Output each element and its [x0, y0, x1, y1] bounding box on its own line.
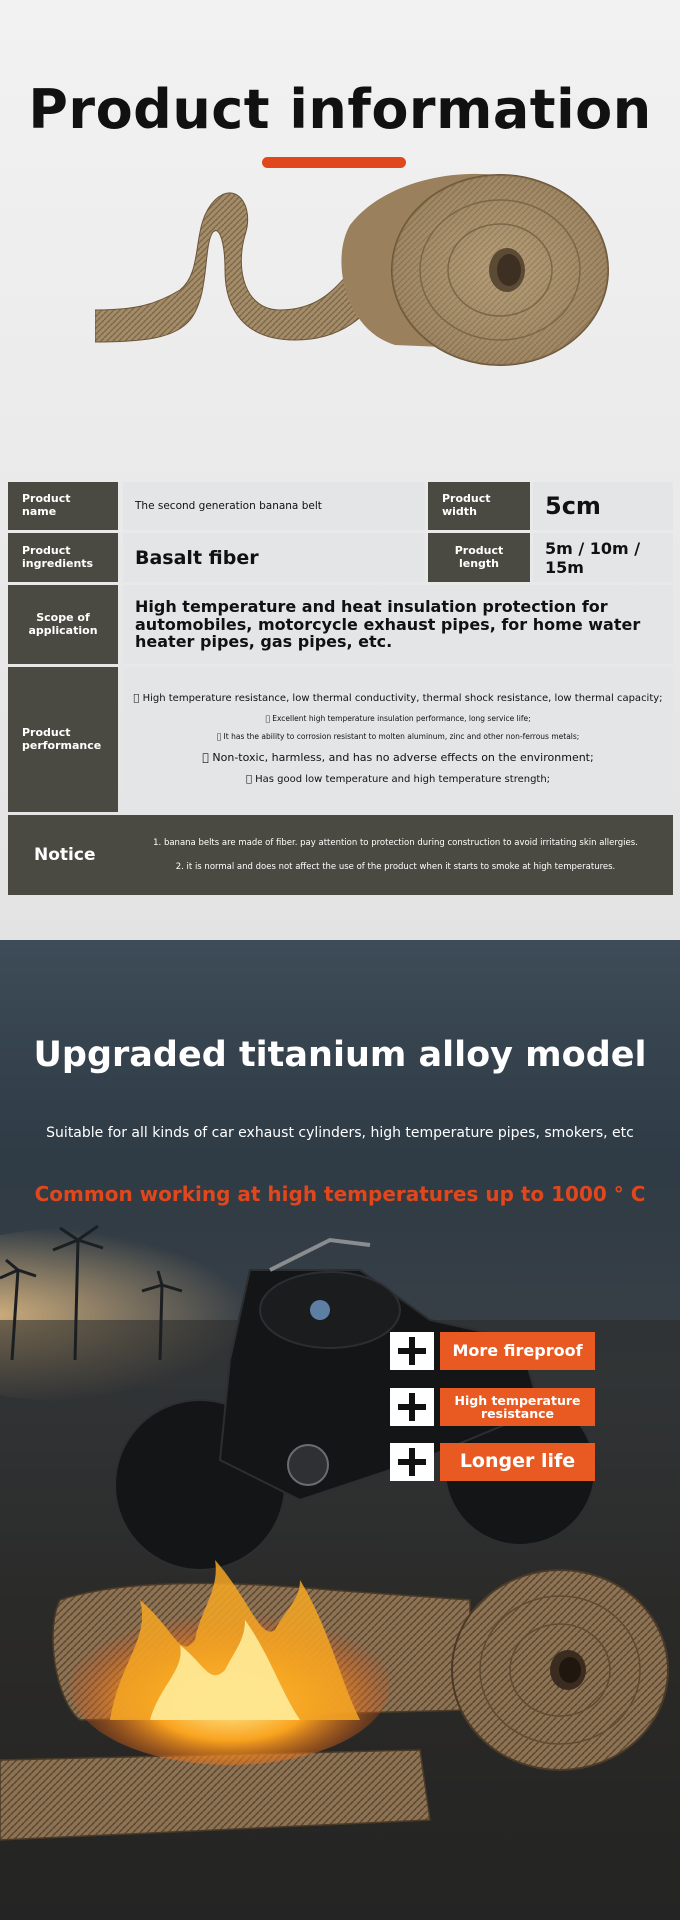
notice-box: [8, 815, 673, 895]
notice-list: [118, 815, 673, 895]
feature-label: Longer life: [440, 1443, 595, 1481]
page-title: Product information: [28, 78, 652, 141]
performance-item: Has good low temperature and high temperature strength;: [250, 774, 546, 786]
plus-icon: [390, 1443, 434, 1481]
performance-item: High temperature resistance, low thermal conductivity, thermal shock resistance, low thermal capacity;: [138, 693, 658, 705]
notice-item: 1. banana belts are made of fiber. pay attention to protection during construction to avoid irritating skin allergies.: [153, 837, 638, 848]
length-label: Product length: [428, 533, 530, 582]
product-name-label: Product name: [8, 482, 118, 530]
ingredients-value: Basalt fiber: [123, 533, 425, 582]
length-value: 5m / 10m / 15m: [533, 533, 673, 582]
feature-badge: [390, 1388, 595, 1426]
promo-highlight: Common working at high temperatures up to 1000 ° C: [34, 1182, 646, 1206]
product-information-section: [0, 0, 680, 940]
motorcycle-background-image: [0, 940, 680, 1920]
spec-row-scope: [8, 585, 673, 664]
scope-label: Scope of application: [8, 585, 118, 664]
ingredients-label: Product ingredients: [8, 533, 118, 582]
performance-item: Non-toxic, harmless, and has no adverse effects on the environment;: [207, 750, 589, 764]
performance-item: Excellent high temperature insulation performance, long service life;: [268, 713, 528, 723]
feature-label: High temperature resistance: [440, 1388, 595, 1426]
promo-subtitle: Suitable for all kinds of car exhaust cylinders, high temperature pipes, smokers, etc: [46, 1125, 634, 1141]
spec-row-ingredients-length: [8, 533, 673, 582]
heat-wrap-roll-image: [95, 170, 635, 460]
feature-badge: [390, 1332, 595, 1370]
notice-item: 2. it is normal and does not affect the use of the product when it starts to smoke at high temperatures.: [175, 862, 616, 872]
product-width-value: 5cm: [533, 482, 673, 530]
spec-row-performance: [8, 667, 673, 812]
feature-badge: [390, 1443, 595, 1481]
plus-icon: [390, 1388, 434, 1426]
scope-value: High temperature and heat insulation protection for automobiles, motorcycle exhaust pipes, for home water heater pipes, gas pipes, etc.: [123, 585, 673, 664]
title-underline: [262, 157, 406, 168]
product-width-label: Product width: [428, 482, 530, 530]
spec-row-name-width: [8, 482, 673, 530]
promo-section: [0, 940, 680, 1920]
performance-label: Product performance: [8, 667, 118, 812]
performance-list: [123, 667, 673, 812]
promo-title: Upgraded titanium alloy model: [33, 1035, 647, 1075]
product-name-value: The second generation banana belt: [123, 482, 425, 530]
feature-label: More fireproof: [440, 1332, 595, 1370]
plus-icon: [390, 1332, 434, 1370]
performance-item: It has the ability to corrosion resistant to molten aluminum, zinc and other non-ferrous metals;: [220, 732, 576, 742]
notice-label: Notice: [34, 845, 96, 865]
